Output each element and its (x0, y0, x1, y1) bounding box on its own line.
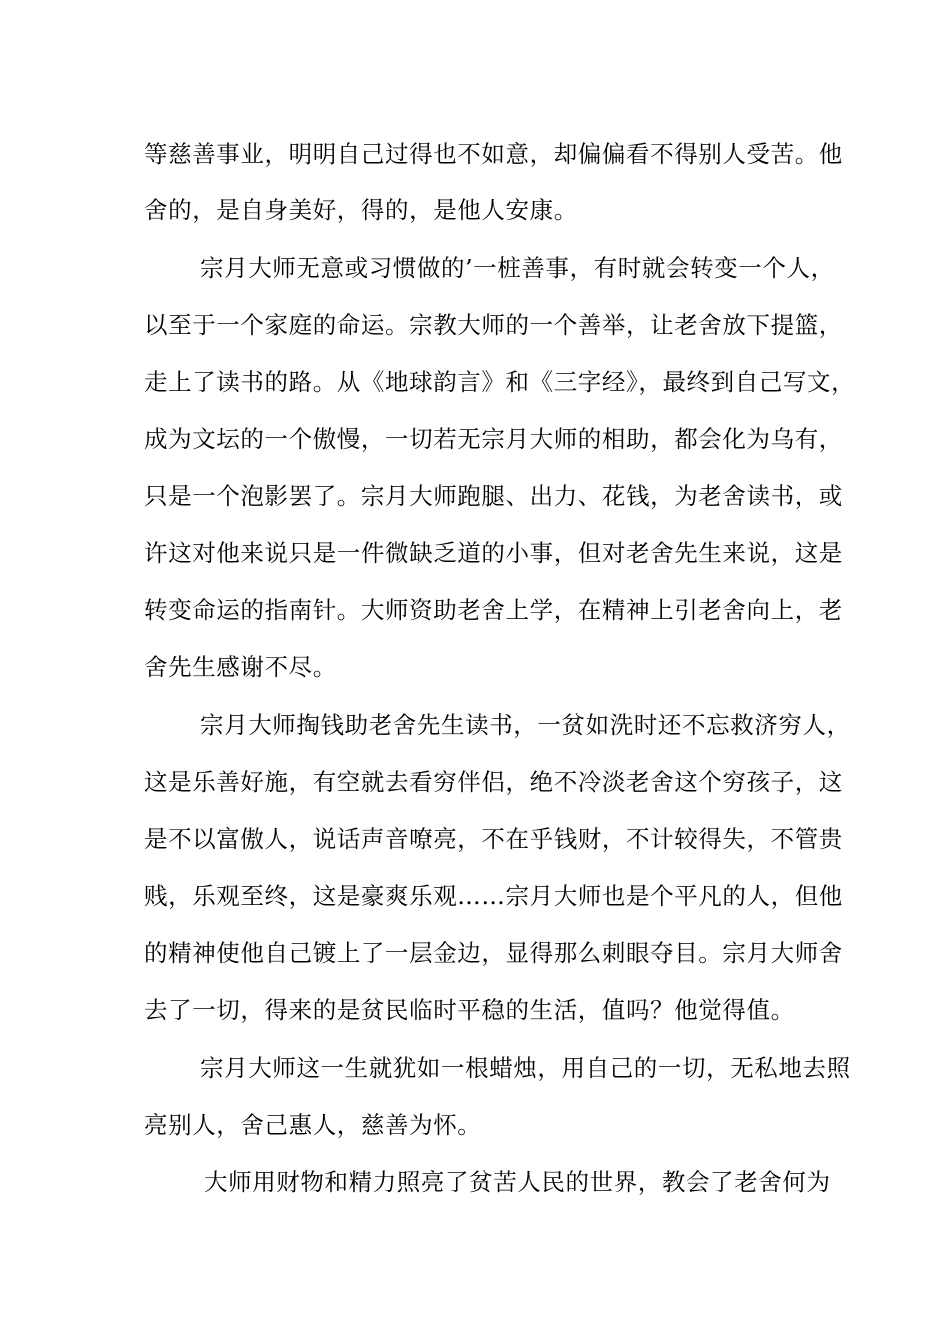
text-line: 舍的，是自身美好，得的，是他人安康。 (144, 196, 578, 224)
text-line: 是不以富傲人，说话声音嘹亮，不在乎钱财，不计较得失，不管贵 (144, 825, 843, 853)
text-line: 去了一切，得来的是贫民临时平稳的生活，值吗？他觉得值。 (144, 996, 795, 1024)
text-line: 贱，乐观至终，这是豪爽乐观……宗月大师也是个平凡的人，但他 (144, 882, 843, 910)
paragraph-first-line: 宗月大师无意或习惯做的’一桩善事，有时就会转变一个人， (200, 254, 835, 282)
paragraph-first-line: 宗月大师掏钱助老舍先生读书，一贫如洗时还不忘救济穷人， (200, 711, 851, 739)
text-line: 许这对他来说只是一件微缺乏道的小事，但对老舍先生来说，这是 (144, 539, 843, 567)
text-line: 只是一个泡影罢了。宗月大师跑腿、出力、花钱，为老舍读书，或 (144, 482, 843, 510)
text-line: 的精神使他自己镀上了一层金边，显得那么刺眼夺目。宗月大师舍 (144, 939, 843, 967)
text-line: 舍先生感谢不尽。 (144, 653, 337, 681)
paragraph-first-line: 大师用财物和精力照亮了贫苦人民的世界，教会了老舍何为 (204, 1168, 831, 1196)
text-line: 亮别人，舍己惠人，慈善为怀。 (144, 1111, 482, 1139)
text-line: 等慈善事业，明明自己过得也不如意，却偏偏看不得别人受苦。他 (144, 140, 843, 168)
text-line: 转变命运的指南针。大师资助老舍上学，在精神上引老舍向上，老 (144, 596, 843, 624)
text-line: 以至于一个家庭的命运。宗教大师的一个善举，让老舍放下提篮， (144, 311, 843, 339)
text-line: 成为文坛的一个傲慢，一切若无宗月大师的相助，都会化为乌有， (144, 425, 843, 453)
text-line: 这是乐善好施，有空就去看穷伴侣，绝不冷淡老舍这个穷孩子，这 (144, 768, 843, 796)
text-line: 走上了读书的路。从《地球韵言》和《三字经》，最终到自己写文， (144, 368, 856, 396)
paragraph-first-line: 宗月大师这一生就犹如一根蜡烛，用自己的一切，无私地去照 (200, 1054, 851, 1082)
